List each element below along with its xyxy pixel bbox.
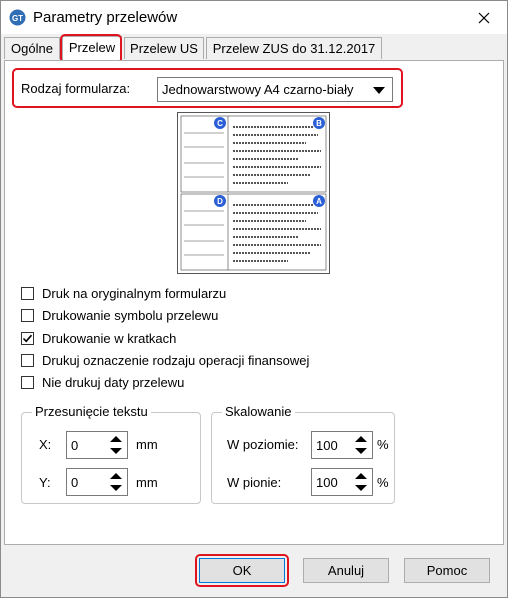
scale-h-label: W poziomie:	[227, 437, 299, 452]
arrow-up-icon	[110, 473, 122, 479]
scale-v-spinner[interactable]	[311, 468, 373, 496]
checkbox-box[interactable]	[21, 332, 34, 345]
shift-x-label: X:	[39, 437, 52, 452]
form-type-select[interactable]	[157, 77, 393, 102]
scale-h-decrement-button[interactable]	[351, 445, 371, 457]
checkbox-label: Druk na oryginalnym formularzu	[42, 285, 227, 301]
marker-b: B	[316, 119, 322, 128]
arrow-down-icon	[355, 448, 367, 454]
scale-h-value: 100	[316, 438, 338, 453]
checkbox-label: Drukowanie symbolu przelewu	[42, 307, 219, 323]
help-button[interactable]: Pomoc	[404, 558, 490, 583]
checkbox-label: Nie drukuj daty przelewu	[42, 374, 185, 390]
checkbox-original-form[interactable]	[21, 284, 226, 302]
arrow-up-icon	[110, 436, 122, 442]
marker-d: D	[217, 197, 223, 206]
shift-x-increment-button[interactable]	[106, 433, 126, 445]
shift-x-spinner[interactable]	[66, 431, 128, 459]
app-icon	[9, 9, 26, 26]
cancel-button[interactable]: Anuluj	[303, 558, 389, 583]
tab-ogolne[interactable]: Ogólne	[4, 37, 60, 59]
ok-button[interactable]: OK	[199, 558, 285, 583]
checkbox-transfer-symbol[interactable]	[21, 306, 218, 324]
form-preview-image	[178, 113, 329, 273]
checkmark-icon	[22, 333, 33, 344]
title-bar	[1, 1, 507, 34]
arrow-down-icon	[355, 485, 367, 491]
arrow-up-icon	[355, 436, 367, 442]
close-button[interactable]	[461, 1, 507, 34]
arrow-down-icon	[110, 448, 122, 454]
checkbox-box[interactable]	[21, 376, 34, 389]
checkbox-box[interactable]	[21, 309, 34, 322]
shift-y-unit: mm	[136, 475, 158, 490]
shift-y-decrement-button[interactable]	[106, 482, 126, 494]
text-shift-legend: Przesunięcie tekstu	[32, 404, 151, 419]
checkbox-operation-type[interactable]	[21, 351, 309, 369]
svg-text:GT: GT	[11, 14, 24, 23]
tab-przelew-zus[interactable]: Przelew ZUS do 31.12.2017	[206, 37, 382, 59]
checkbox-label: Drukowanie w kratkach	[42, 330, 177, 346]
form-preview	[177, 112, 330, 274]
arrow-up-icon	[355, 473, 367, 479]
checkbox-box[interactable]	[21, 287, 34, 300]
marker-a: A	[316, 197, 322, 206]
checkbox-box[interactable]	[21, 354, 34, 367]
close-icon	[478, 12, 490, 24]
form-type-label: Rodzaj formularza:	[21, 81, 131, 96]
checkbox-label: Drukuj oznaczenie rodzaju operacji finansowej	[42, 352, 310, 368]
checkbox-print-in-boxes[interactable]	[21, 329, 176, 347]
marker-c: C	[217, 119, 223, 128]
shift-x-decrement-button[interactable]	[106, 445, 126, 457]
chevron-down-icon	[373, 87, 385, 94]
shift-y-spinner[interactable]	[66, 468, 128, 496]
scale-h-increment-button[interactable]	[351, 433, 371, 445]
tab-przelew[interactable]: Przelew	[62, 36, 122, 60]
form-type-value: Jednowarstwowy A4 czarno-biały	[162, 82, 354, 97]
shift-x-unit: mm	[136, 437, 158, 452]
shift-y-label: Y:	[39, 475, 51, 490]
scale-v-increment-button[interactable]	[351, 470, 371, 482]
scale-v-label: W pionie:	[227, 475, 282, 490]
arrow-down-icon	[110, 485, 122, 491]
window-title: Parametry przelewów	[33, 9, 178, 26]
scale-h-unit: %	[377, 437, 389, 452]
shift-y-value: 0	[71, 475, 79, 490]
shift-x-value: 0	[71, 438, 79, 453]
scale-v-value: 100	[316, 475, 338, 490]
scale-v-decrement-button[interactable]	[351, 482, 371, 494]
scaling-legend: Skalowanie	[222, 404, 295, 419]
scale-v-unit: %	[377, 475, 389, 490]
checkbox-no-date[interactable]	[21, 373, 184, 391]
tab-przelew-us[interactable]: Przelew US	[124, 37, 204, 59]
shift-y-increment-button[interactable]	[106, 470, 126, 482]
scale-h-spinner[interactable]	[311, 431, 373, 459]
